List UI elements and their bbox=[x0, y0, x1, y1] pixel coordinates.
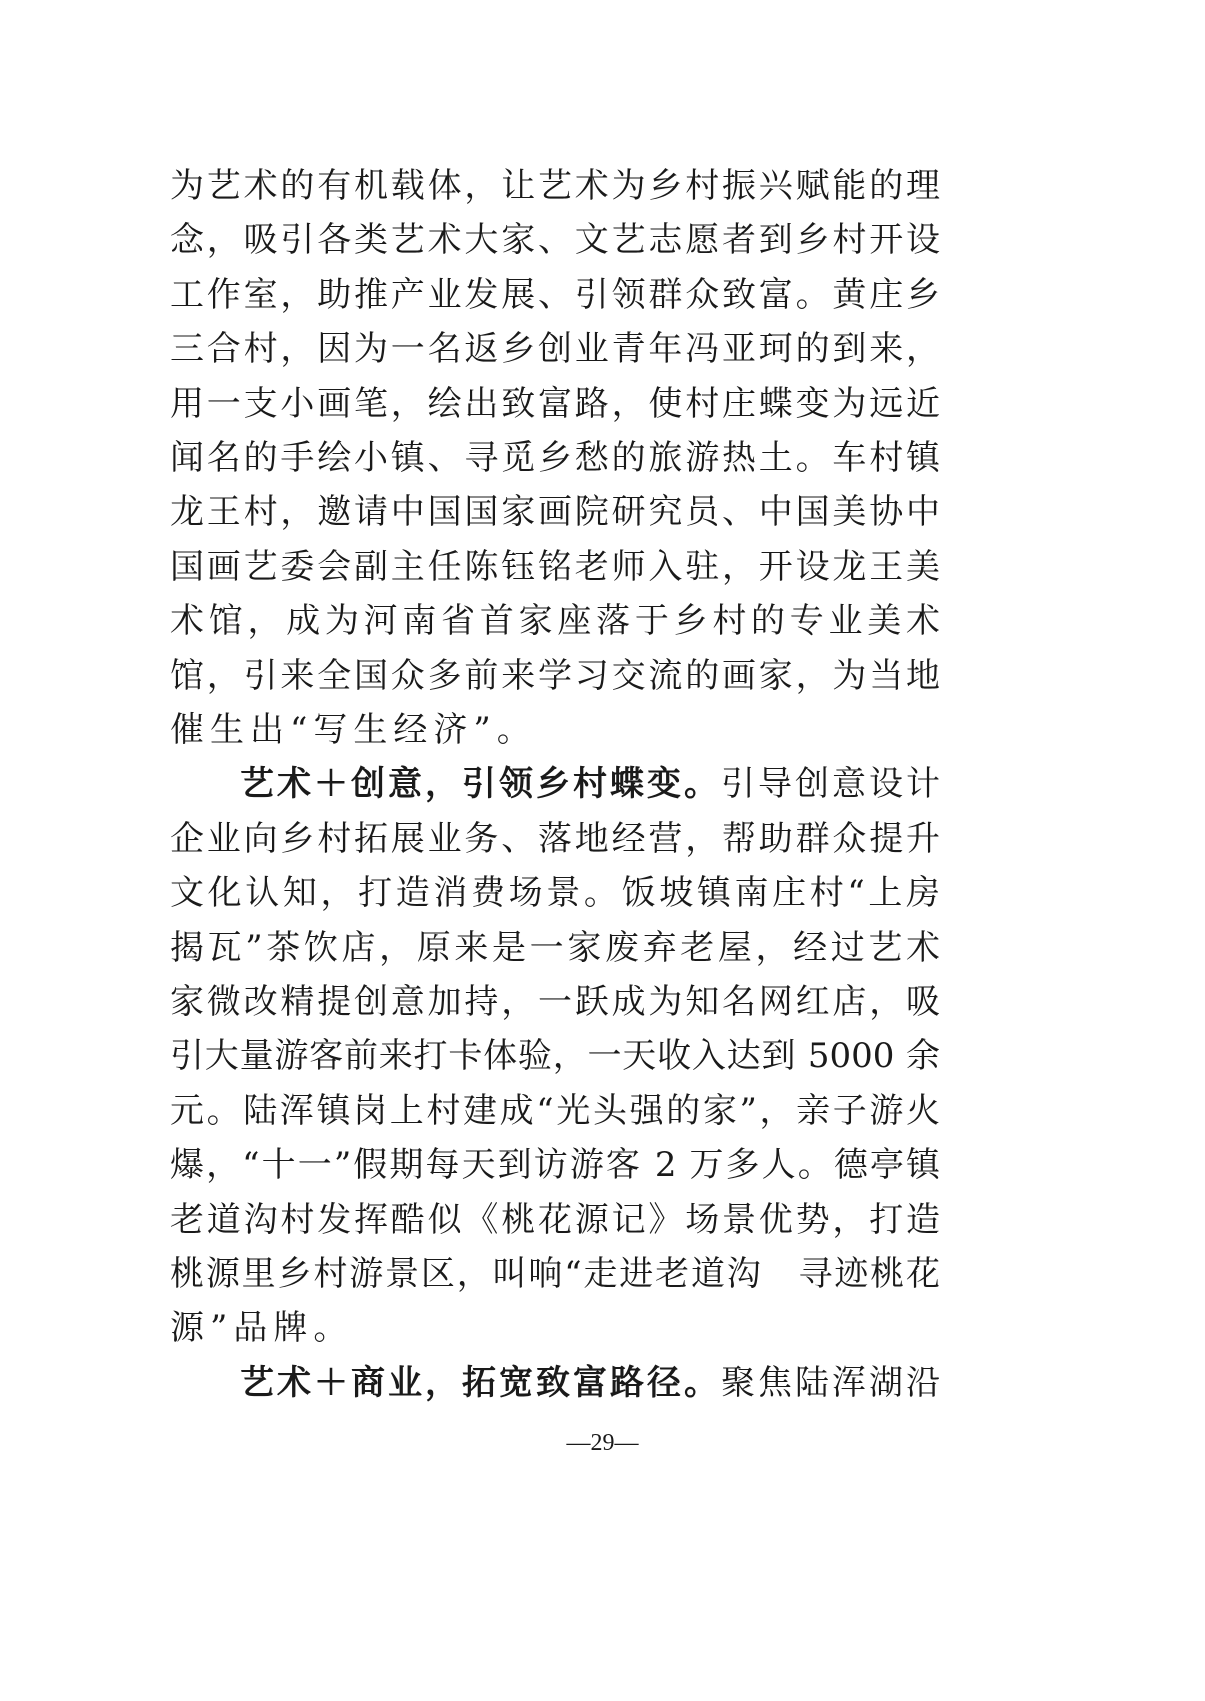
line-text: 引大量游客前来打卡体验，一天收入达到 5000 余 bbox=[170, 1036, 940, 1077]
text-line bbox=[170, 1029, 940, 1083]
text-line bbox=[170, 322, 940, 376]
bold-lead: 艺术＋商业，拓宽致富路径。 bbox=[240, 1362, 721, 1403]
text-line bbox=[170, 812, 940, 866]
text-line bbox=[170, 377, 940, 431]
line-text: 老道沟村发挥酷似《桃花源记》场景优势，打造 bbox=[170, 1199, 940, 1240]
section-heading-line bbox=[240, 1356, 940, 1410]
line-text: 爆，“十一”假期每天到访游客 2 万多人。德亭镇 bbox=[170, 1145, 940, 1186]
line-text: 桃源里乡村游景区，叫响“走进老道沟 寻迹桃花 bbox=[170, 1254, 940, 1294]
line-text: 源”品牌。 bbox=[170, 1308, 354, 1349]
line-text: 龙王村，邀请中国国家画院研究员、中国美协中 bbox=[170, 492, 940, 533]
line-text: 元。陆浑镇岗上村建成“光头强的家”，亲子游火 bbox=[170, 1090, 940, 1131]
text-line bbox=[170, 703, 940, 757]
section-heading-line bbox=[240, 757, 940, 811]
line-text: 家微改精提创意加持，一跃成为知名网红店，吸 bbox=[170, 982, 940, 1022]
line-text: 文化认知，打造消费场景。饭坡镇南庄村“上房 bbox=[170, 873, 940, 914]
text-line bbox=[170, 213, 940, 267]
text-line bbox=[170, 159, 940, 213]
text-line bbox=[170, 649, 940, 703]
text-line bbox=[170, 268, 940, 322]
line-text: 用一支小画笔，绘出致富路，使村庄蝶变为远近 bbox=[170, 383, 940, 424]
line-text: 为艺术的有机载体，让艺术为乡村振兴赋能的理 bbox=[170, 166, 940, 206]
text-line bbox=[170, 540, 940, 594]
page-number: —29— bbox=[566, 1430, 639, 1456]
text-line bbox=[170, 1301, 940, 1355]
line-text: 工作室，助推产业发展、引领群众致富。黄庄乡 bbox=[170, 274, 940, 315]
line-text: 催生出“写生经济”。 bbox=[170, 710, 537, 750]
line-text: 揭瓦”茶饮店，原来是一家废弃老屋，经过艺术 bbox=[170, 927, 940, 968]
text-line bbox=[170, 1247, 940, 1301]
line-text: 聚焦陆浑湖沿 bbox=[721, 1362, 940, 1403]
line-text: 馆，引来全国众多前来学习交流的画家，为当地 bbox=[170, 655, 940, 696]
text-line bbox=[170, 866, 940, 920]
text-line bbox=[170, 431, 940, 485]
text-line bbox=[170, 1084, 940, 1138]
line-text: 国画艺委会副主任陈钰铭老师入驻，开设龙王美 bbox=[170, 546, 940, 587]
line-text: 闻名的手绘小镇、寻觅乡愁的旅游热土。车村镇 bbox=[170, 438, 940, 478]
text-line bbox=[170, 1193, 940, 1247]
line-text: 企业向乡村拓展业务、落地经营，帮助群众提升 bbox=[170, 818, 940, 859]
line-text: 念，吸引各类艺术大家、文艺志愿者到乡村开设 bbox=[170, 220, 940, 261]
bold-lead: 艺术＋创意，引领乡村蝶变。 bbox=[240, 764, 721, 805]
text-line bbox=[170, 921, 940, 975]
line-text: 术馆，成为河南省首家座落于乡村的专业美术 bbox=[170, 601, 940, 642]
text-line bbox=[170, 975, 940, 1029]
line-text: 三合村，因为一名返乡创业青年冯亚珂的到来， bbox=[170, 329, 940, 370]
line-text: 引导创意设计 bbox=[721, 764, 940, 805]
text-line bbox=[170, 594, 940, 648]
text-line bbox=[170, 1138, 940, 1192]
text-line bbox=[170, 485, 940, 539]
